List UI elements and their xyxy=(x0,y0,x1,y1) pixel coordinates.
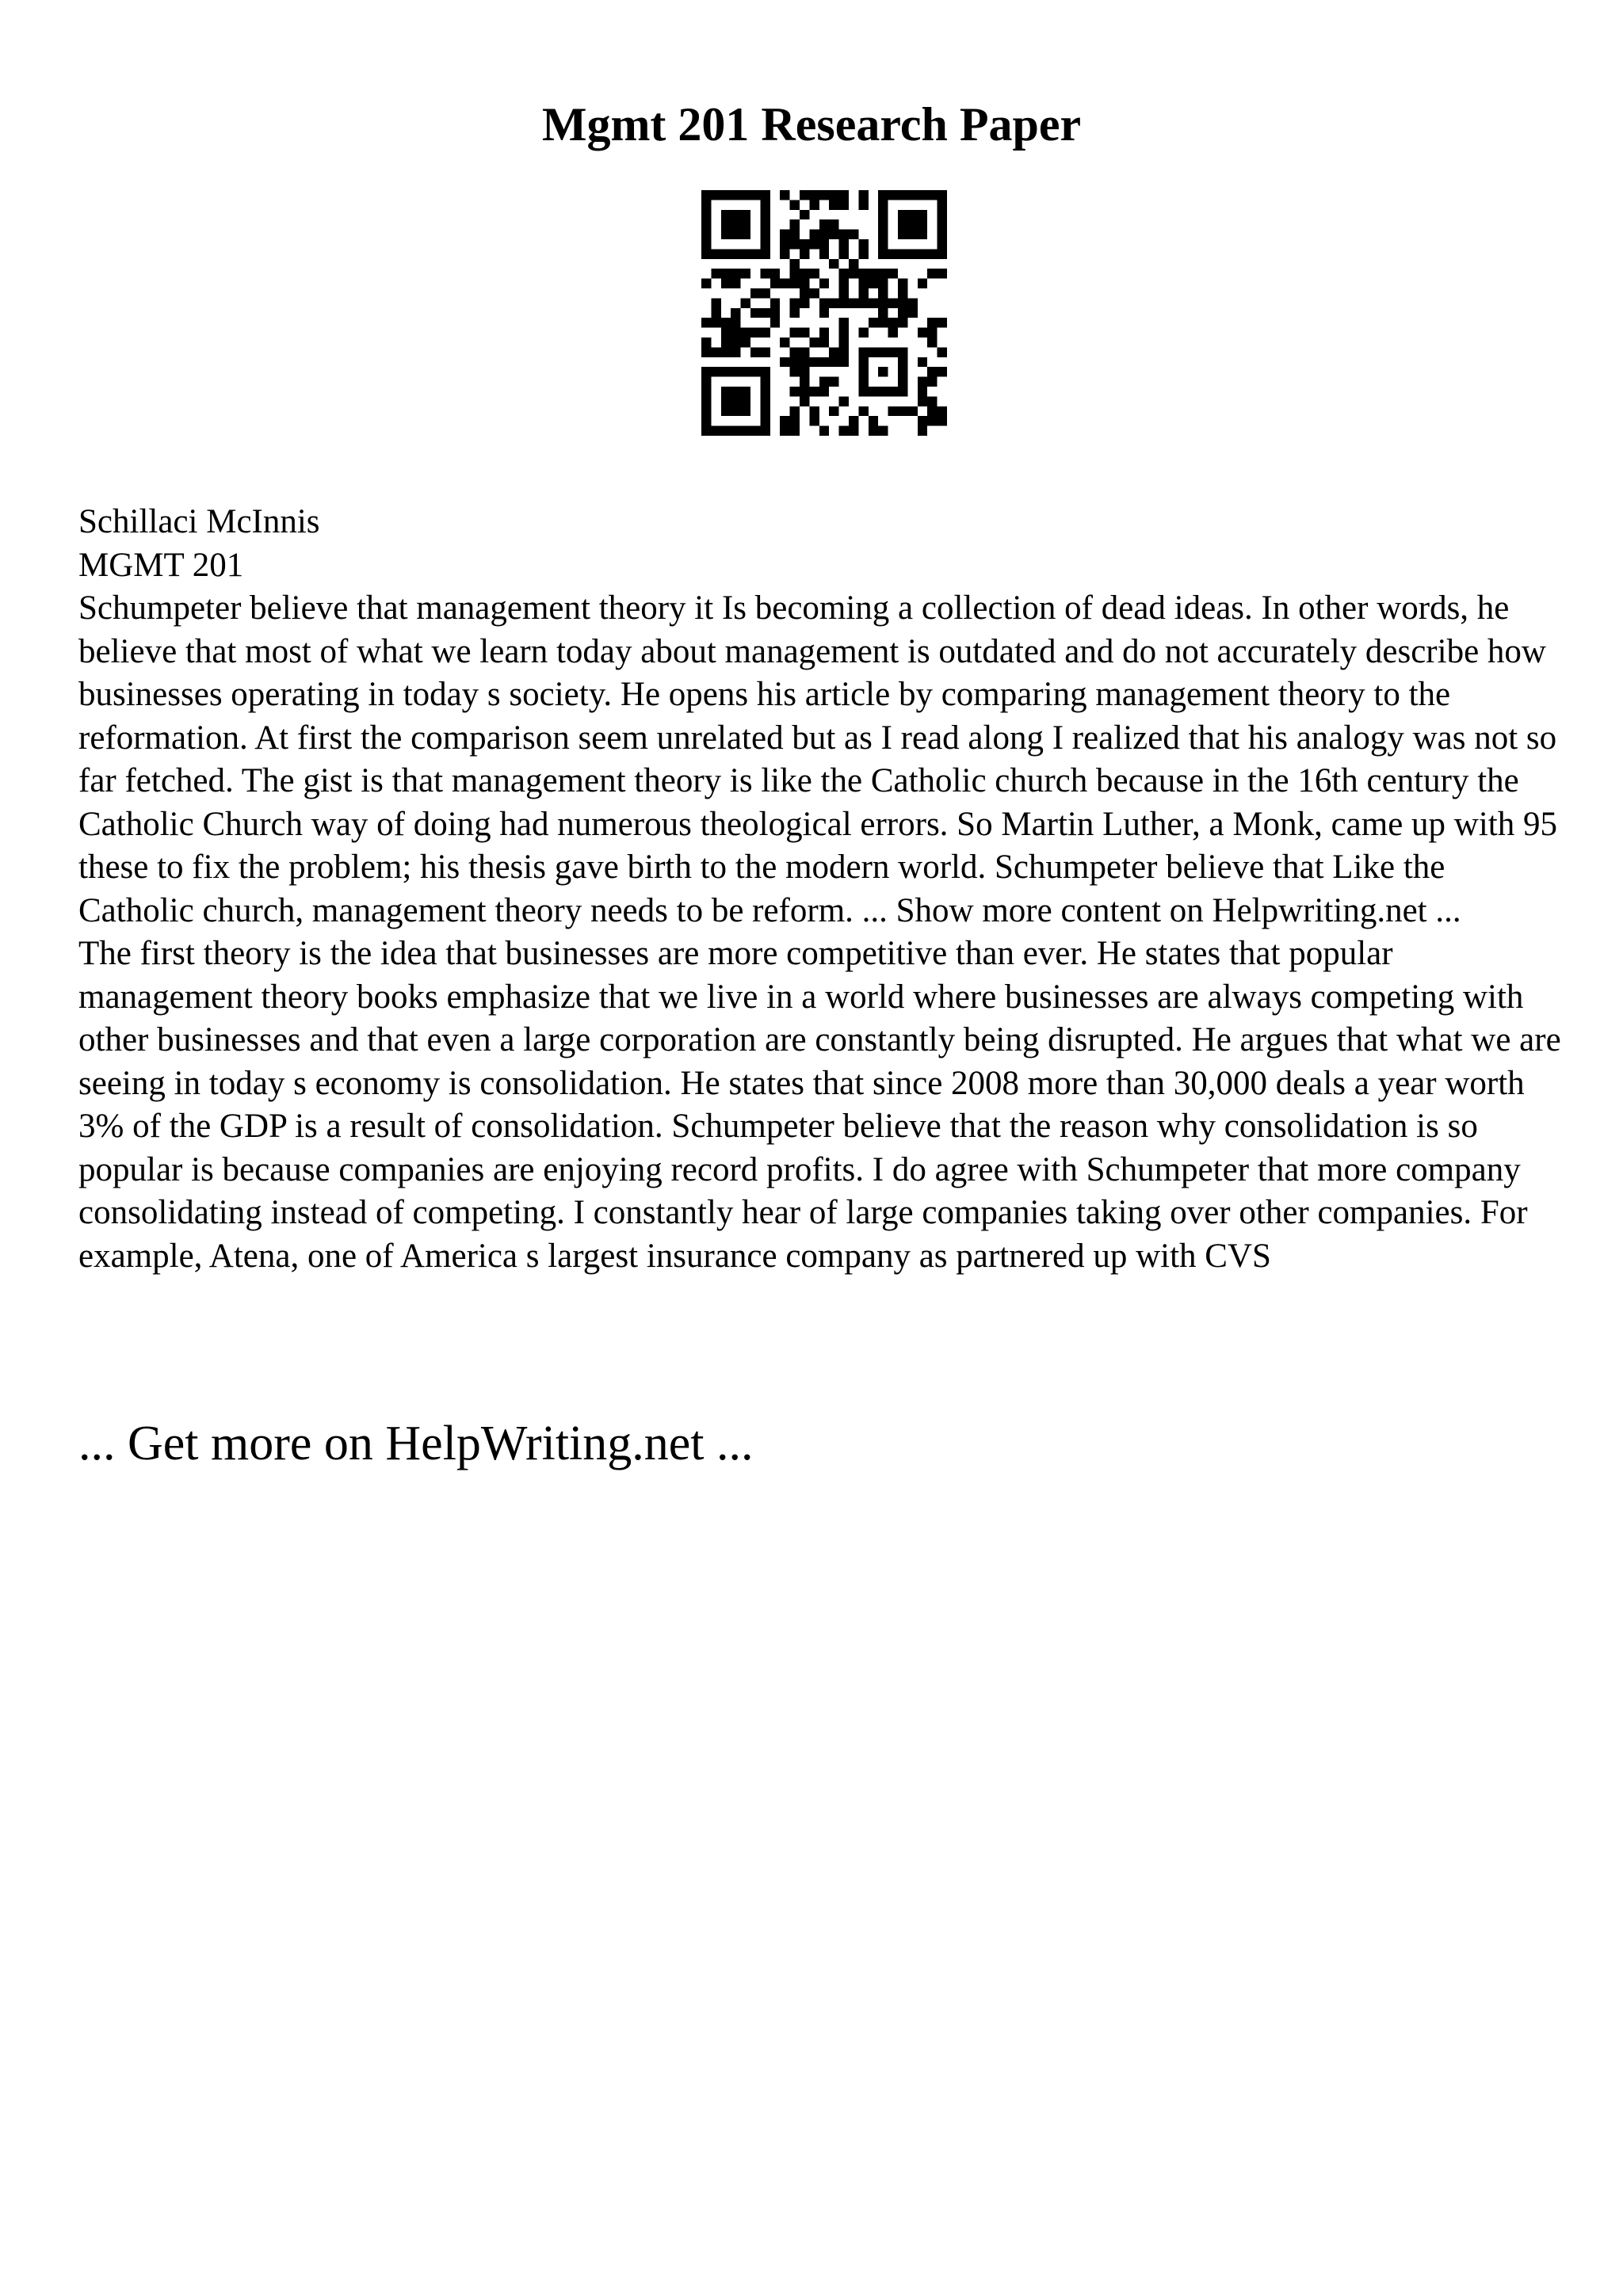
get-more-link[interactable]: ... Get more on HelpWriting.net ... xyxy=(78,1417,754,1470)
course-name: MGMT 201 xyxy=(78,546,244,584)
document-body xyxy=(78,501,1568,1278)
qr-code-graphic xyxy=(701,190,947,436)
body-paragraph-1: Schumpeter believe that management theory it Is becoming a collection of dead ideas. In other words, he believe that most of what we learn today about management is outdated and do not accurately describe how businesses operating in today s society. He opens his article by comparing management theory to the reformation. At first the comparison seem unrelated but as I read along I realized that his analogy was not so far fetched. The gist is that management theory is like the Catholic church because in the 16th century the Catholic Church way of doing had numerous theological errors. So Martin Luther, a Monk, came up with 95 these to fix the problem; his thesis gave birth to the modern world. Schumpeter believe that Like the Catholic church, management theory needs to be reform. ... Show more content on Helpwriting.net ... xyxy=(78,589,1557,929)
author-name: Schillaci McInnis xyxy=(78,503,320,540)
qr-code-icon xyxy=(701,190,947,436)
page-title: Mgmt 201 Research Paper xyxy=(541,98,1082,151)
body-paragraph-2: The first theory is the idea that businesses are more competitive than ever. He states that popular management theory books emphasize that we live in a world where businesses are always competing with other businesses and that even a large corporation are constantly being disrupted. He argues that what we are seeing in today s economy is consolidation. He states that since 2008 more than 30,000 deals a year worth 3% of the GDP is a result of consolidation. Schumpeter believe that the reason why consolidation is so popular is because companies are enjoying record profits. I do agree with Schumpeter that more company consolidating instead of competing. I constantly hear of large companies taking over other companies. For example, Atena, one of America s largest insurance company as partnered up with CVS xyxy=(78,935,1561,1275)
